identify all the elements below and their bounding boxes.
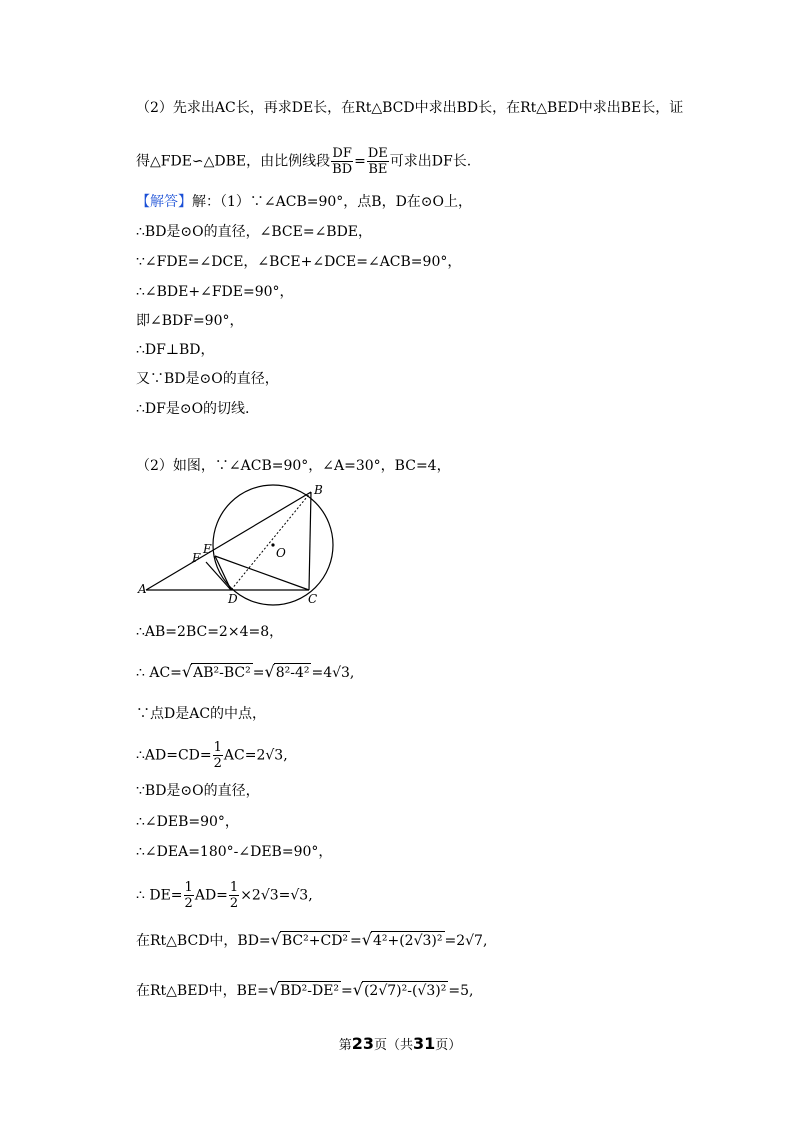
sqrt-sign: √ <box>268 980 280 999</box>
diameter-line: ∵BD是⊙O的直径， <box>136 783 260 799</box>
answer-line-4: ∴∠BDE+∠FDE=90°， <box>136 284 294 300</box>
sqrt-sign: √ <box>270 930 281 949</box>
be-line-start: 在Rt△BED中，BE= <box>136 983 269 999</box>
part2-intro: （2）如图，∵∠ACB=90°，∠A=30°，BC=4， <box>136 458 451 474</box>
dea-line: ∴∠DEA=180°-∠DEB=90°， <box>136 844 333 860</box>
be-line-result: =5, <box>448 983 474 999</box>
segment-bc <box>309 492 311 590</box>
footer-suffix: 页） <box>435 1038 462 1053</box>
label-b: B <box>314 483 323 497</box>
de-line-start: ∴ DE= <box>136 887 183 904</box>
frac-den: 2 <box>184 896 193 911</box>
frac-den: BD <box>332 162 353 177</box>
ratio-df-bd <box>331 146 353 177</box>
segment-ab <box>146 492 311 590</box>
ab-line: ∴AB=2BC=2×4=8， <box>136 624 284 640</box>
frac-num: 1 <box>213 740 222 755</box>
sqrt-sign: √ <box>361 930 372 949</box>
radicand: 4²+(2√3)² <box>372 933 443 949</box>
label-d: D <box>228 592 238 606</box>
page-number: 23 <box>351 1034 374 1053</box>
segment-bd <box>231 492 311 590</box>
ad-line <box>136 740 288 771</box>
segment-fd <box>206 562 231 590</box>
equals-sign: = <box>350 933 362 949</box>
frac-num: DF <box>332 146 352 161</box>
center-dot <box>271 543 274 546</box>
answer-line-3: ∵∠FDE=∠DCE，∠BCE+∠DCE=∠ACB=90°， <box>136 254 462 270</box>
half-fraction <box>213 740 223 771</box>
hint-line-2-text: 得△FDE∽△DBE，由比例线段 <box>136 153 331 170</box>
ad-line-start: ∴AD=CD= <box>136 747 212 764</box>
radicand: BC²+CD² <box>281 933 349 949</box>
geometry-figure <box>136 480 356 610</box>
frac-num: 1 <box>229 880 239 895</box>
answer-line-2: ∴BD是⊙O的直径，∠BCE=∠BDE， <box>136 224 373 240</box>
answer-line-8: ∴DF是⊙O的切线. <box>136 401 250 417</box>
page-total: 31 <box>413 1034 436 1053</box>
hint-line-2 <box>136 146 471 177</box>
ac-line <box>136 662 354 683</box>
equals-sign: = <box>252 665 265 681</box>
answer-line-1-text: 解：（1）∵∠ACB=90°，点B，D在⊙O上， <box>192 194 473 210</box>
answer-line-1 <box>136 192 472 212</box>
answer-line-6: ∴DF⊥BD， <box>136 342 215 358</box>
sqrt-sign: √ <box>352 980 363 999</box>
sqrt-sign: √ <box>264 662 275 681</box>
answer-line-5: 即∠BDF=90°， <box>136 313 244 329</box>
label-f: F <box>192 551 201 565</box>
frac-den: 2 <box>213 756 222 771</box>
sqrt-sign: √ <box>181 662 193 681</box>
ratio-de-be <box>367 146 389 177</box>
label-c: C <box>308 592 318 606</box>
de-line <box>136 880 313 911</box>
de-line-result: ×2√3=√3, <box>240 887 313 904</box>
frac-num: DE <box>367 146 388 161</box>
label-e: E <box>203 542 212 556</box>
frac-den: BE <box>368 162 388 177</box>
frac-num: 1 <box>184 880 193 895</box>
footer-prefix: 第 <box>338 1038 352 1053</box>
ac-line-result: =4√3, <box>311 665 355 681</box>
ac-line-start: ∴ AC= <box>136 665 182 681</box>
be-line <box>136 980 473 1001</box>
bd-line <box>136 930 487 951</box>
label-o: O <box>276 546 286 560</box>
midpoint-line: ∵点D是AC的中点， <box>136 706 267 722</box>
half-fraction <box>184 880 194 911</box>
hint-line-1: （2）先求出AC长，再求DE长，在Rt△BCD中求出BD长，在Rt△BED中求出BE长，证 <box>136 100 684 116</box>
page-footer <box>0 1034 800 1053</box>
equals-sign: = <box>354 153 366 170</box>
deb-line: ∴∠DEB=90°， <box>136 814 239 830</box>
equals-sign: = <box>341 983 353 999</box>
answer-line-7: 又∵BD是⊙O的直径， <box>136 371 279 387</box>
bd-line-start: 在Rt△BCD中，BD= <box>136 933 271 949</box>
ad-line-result: AC=2√3, <box>223 747 288 764</box>
radicand: 8²-4² <box>275 665 310 681</box>
radicand: AB²-BC² <box>193 665 251 681</box>
radicand: BD²-DE² <box>280 983 340 999</box>
radicand: (2√7)²-(√3)² <box>363 983 447 999</box>
answer-tag: 【解答】 <box>136 194 192 210</box>
hint-line-2-end: 可求出DF长. <box>389 153 472 170</box>
de-line-mid: AD= <box>194 887 228 904</box>
footer-mid: 页（共 <box>373 1038 413 1053</box>
frac-den: 2 <box>229 896 239 911</box>
half-fraction <box>229 880 239 911</box>
bd-line-result: =2√7, <box>444 933 488 949</box>
label-a: A <box>138 582 147 596</box>
